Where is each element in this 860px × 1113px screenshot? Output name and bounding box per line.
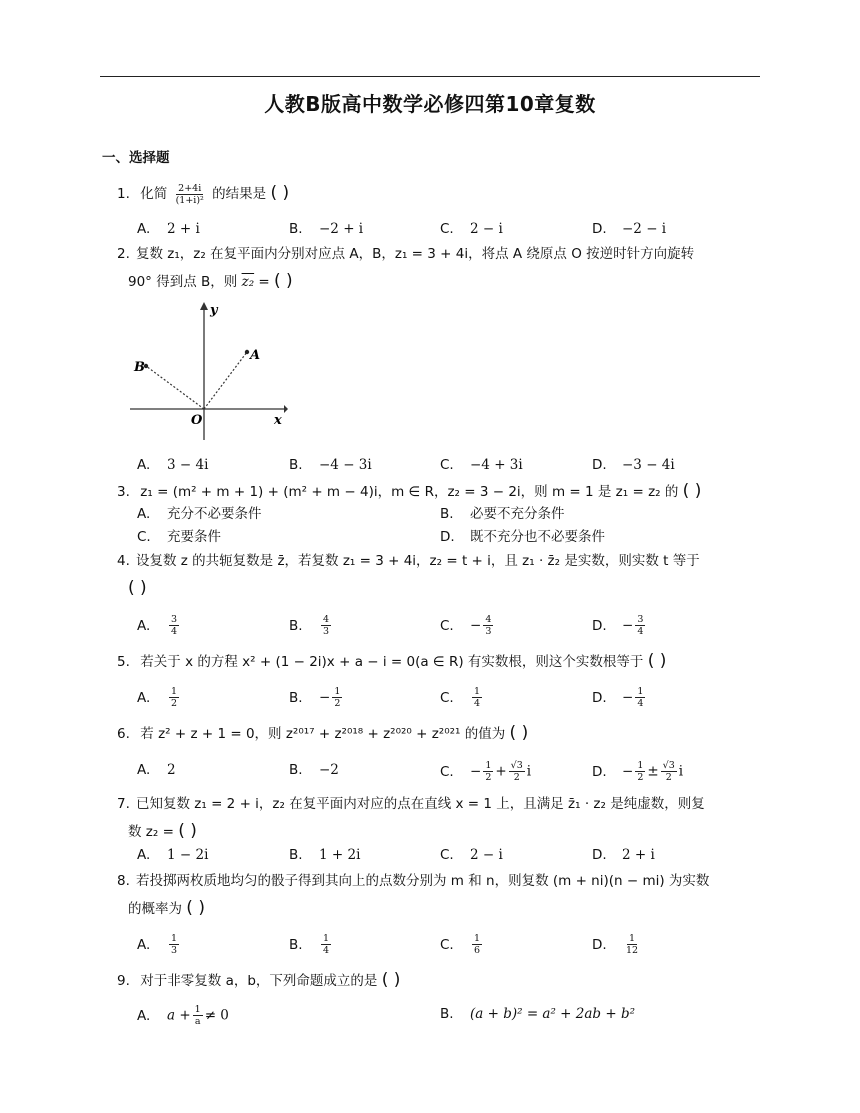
fraction — [169, 686, 179, 709]
question-number: 8. — [117, 873, 130, 889]
point-a — [245, 350, 249, 354]
fraction — [483, 614, 493, 637]
denominator: 2 — [513, 772, 520, 783]
x-label: x — [274, 413, 282, 428]
option-letter: D. — [592, 689, 607, 706]
question-text: 对于非零复数 a，b，下列命题成立的是 — [140, 973, 378, 989]
option-b — [289, 219, 363, 239]
option-a — [137, 219, 200, 239]
option-b — [289, 686, 344, 709]
imaginary-unit: i — [526, 763, 532, 780]
denominator: (1+i)² — [175, 194, 204, 206]
question-number: 5. — [117, 654, 130, 670]
numerator: 2+4i — [178, 182, 202, 194]
option-d — [592, 614, 647, 637]
option-d — [592, 845, 655, 865]
option-a — [137, 455, 208, 475]
question-number: 6. — [117, 726, 130, 742]
option-text: (a + b)² = a² + 2ab + b² — [470, 1006, 636, 1022]
numerator: 1 — [323, 933, 330, 944]
point-a-label: A — [250, 348, 261, 363]
denominator: 3 — [485, 626, 492, 637]
denominator: 4 — [171, 626, 178, 637]
minus-sign: − — [470, 617, 482, 634]
minus-sign: − — [622, 689, 634, 706]
numerator: 1 — [485, 760, 492, 771]
question-8 — [117, 867, 765, 895]
question-7 — [117, 790, 765, 818]
option-letter: C. — [137, 529, 151, 545]
option-letter: D. — [440, 529, 455, 545]
equals-sign: = — [258, 274, 270, 290]
question-2 — [117, 240, 765, 268]
question-4-line-2 — [128, 574, 776, 603]
numerator: 4 — [323, 614, 330, 625]
option-text: 2 − i — [470, 847, 503, 863]
denominator: 2 — [665, 772, 672, 783]
conjugate-z2: z₂ — [241, 274, 255, 290]
question-number: 4. — [117, 553, 130, 569]
option-letter: C. — [440, 763, 454, 780]
numerator: 1 — [171, 686, 178, 697]
question-1 — [117, 179, 765, 208]
minus-sign: − — [622, 763, 634, 780]
option-c — [440, 760, 531, 783]
option-a — [137, 845, 208, 865]
question-2-line-2 — [128, 267, 776, 296]
question-6 — [117, 719, 765, 748]
fraction — [174, 183, 206, 206]
option-c — [440, 933, 484, 956]
fraction — [193, 1004, 203, 1027]
denominator: 2 — [334, 698, 341, 709]
option-letter: C. — [440, 617, 454, 634]
numerator: 1 — [334, 686, 341, 697]
option-letter: B. — [289, 221, 303, 237]
answer-blank: ( ) — [509, 723, 529, 743]
expression-part: ≠ 0 — [204, 1007, 229, 1024]
fraction — [321, 933, 331, 956]
answer-blank: ( ) — [647, 651, 667, 671]
option-letter: A. — [137, 689, 151, 706]
question-text: 若关于 x 的方程 x² + (1 − 2i)x + a − i = 0(a ∈ R) 有实数根，则这个实数根等于 — [140, 654, 644, 670]
answer-blank: ( ) — [186, 898, 205, 918]
plus-sign: + — [495, 763, 507, 780]
option-b — [289, 614, 333, 637]
question-text: 的结果是 — [212, 186, 267, 202]
question-number: 7. — [117, 796, 130, 812]
fraction — [661, 760, 677, 783]
option-text: 3 − 4i — [167, 457, 209, 473]
numerator: √3 — [510, 760, 523, 771]
option-letter: A. — [137, 1007, 151, 1024]
option-text: 2 — [167, 762, 176, 778]
option-a — [137, 504, 262, 524]
minus-sign: − — [622, 617, 634, 634]
numerator: 1 — [629, 933, 636, 944]
fraction — [635, 686, 645, 709]
option-letter: D. — [592, 617, 607, 634]
minus-sign: − — [470, 763, 482, 780]
option-text: 2 − i — [470, 221, 503, 237]
imaginary-unit: i — [678, 763, 684, 780]
option-letter: C. — [440, 847, 454, 863]
numerator: 1 — [474, 933, 481, 944]
option-c — [440, 455, 523, 475]
numerator: 1 — [637, 686, 644, 697]
option-letter: B. — [289, 762, 303, 778]
section-heading: 一、选择题 — [102, 150, 170, 166]
fraction — [635, 614, 645, 637]
question-text: 已知复数 z₁ = 2 + i，z₂ 在复平面内对应的点在直线 x = 1 上，且满足 z̄₁ · z₂ 是纯虚数，则复 — [136, 796, 705, 812]
option-letter: D. — [592, 457, 607, 473]
option-letter: C. — [440, 936, 454, 953]
option-text: −3 − 4i — [622, 457, 675, 473]
option-letter: D. — [592, 936, 607, 953]
option-d — [440, 527, 605, 547]
option-text: 2 + i — [622, 847, 655, 863]
denominator: 2 — [637, 772, 644, 783]
option-letter: A. — [137, 457, 151, 473]
question-5 — [117, 647, 765, 676]
y-axis-arrow — [200, 302, 208, 310]
option-letter: B. — [440, 506, 454, 522]
numerator: 3 — [637, 614, 644, 625]
numerator: 1 — [194, 1004, 201, 1015]
denominator: a — [194, 1016, 201, 1027]
fraction — [321, 614, 331, 637]
question-number: 2. — [117, 246, 130, 262]
option-text: −2 − i — [622, 221, 667, 237]
option-letter: B. — [289, 457, 303, 473]
option-text: 充要条件 — [167, 529, 221, 545]
option-c — [440, 614, 495, 637]
question-number: 9. — [117, 973, 130, 989]
fraction — [483, 760, 493, 783]
answer-blank: ( ) — [682, 481, 702, 501]
numerator: 3 — [171, 614, 178, 625]
option-d — [592, 686, 647, 709]
option-c — [440, 219, 503, 239]
fraction — [472, 933, 482, 956]
denominator: 6 — [474, 945, 481, 956]
question-text: 的概率为 — [128, 901, 182, 917]
answer-blank: ( ) — [274, 271, 293, 291]
answer-blank: ( ) — [178, 821, 197, 841]
option-letter: B. — [289, 847, 303, 863]
option-text: 1 − 2i — [167, 847, 209, 863]
question-text: 90° 得到点 B，则 — [128, 274, 238, 290]
numerator: 1 — [637, 760, 644, 771]
option-d — [592, 760, 683, 783]
expression-part: a + — [167, 1007, 191, 1024]
option-b — [440, 504, 565, 524]
denominator: 4 — [637, 626, 644, 637]
segment-oa — [204, 352, 247, 409]
option-letter: A. — [137, 506, 151, 522]
option-letter: D. — [592, 221, 607, 237]
fraction — [169, 933, 179, 956]
question-text: z₁ = (m² + m + 1) + (m² + m − 4)i，m ∈ R，z₂ = 3 − 2i，则 m = 1 是 z₁ = z₂ 的 — [140, 484, 679, 500]
plus-minus-sign: ± — [647, 763, 659, 780]
numerator: √3 — [662, 760, 675, 771]
page-title: 人教B版高中数学必修四第10章复数 — [264, 92, 596, 116]
denominator: 2 — [485, 772, 492, 783]
denominator: 4 — [323, 945, 330, 956]
option-letter: B. — [289, 617, 303, 634]
x-axis-arrow — [284, 405, 288, 413]
option-a — [137, 614, 181, 637]
option-text: 必要不充分条件 — [470, 506, 565, 522]
question-4 — [117, 547, 765, 575]
answer-blank: ( ) — [381, 970, 401, 990]
origin-label: O — [191, 413, 203, 428]
option-letter: B. — [289, 936, 303, 953]
option-b — [289, 455, 372, 475]
question-text: 化简 — [140, 186, 168, 202]
denominator: 4 — [637, 698, 644, 709]
denominator: 3 — [171, 945, 178, 956]
option-d — [592, 933, 642, 956]
option-a — [137, 933, 181, 956]
option-letter: C. — [440, 689, 454, 706]
option-c — [440, 845, 503, 865]
option-text: 充分不必要条件 — [167, 506, 262, 522]
option-letter: D. — [592, 847, 607, 863]
option-c — [137, 527, 221, 547]
option-letter: A. — [137, 762, 151, 778]
question-text: 复数 z₁，z₂ 在复平面内分别对应点 A，B，z₁ = 3 + 4i，将点 A 绕原点 O 按逆时针方向旋转 — [136, 246, 695, 262]
option-b — [289, 845, 360, 865]
fraction — [509, 760, 525, 783]
answer-blank: ( ) — [128, 578, 147, 598]
top-rule — [100, 76, 760, 77]
option-a — [137, 1004, 229, 1027]
option-letter: D. — [592, 763, 607, 780]
question-8-line-2 — [128, 894, 776, 923]
option-text: 既不充分也不必要条件 — [470, 529, 605, 545]
y-label: y — [210, 303, 218, 318]
question-7-line-2 — [128, 817, 776, 846]
numerator: 4 — [485, 614, 492, 625]
option-text: −2 — [319, 762, 339, 778]
question-9 — [117, 966, 765, 995]
question-number: 3. — [117, 484, 130, 500]
option-letter: B. — [440, 1006, 454, 1022]
option-d — [592, 455, 675, 475]
option-a — [137, 686, 181, 709]
fraction — [169, 614, 179, 637]
option-text: 1 + 2i — [319, 847, 361, 863]
numerator: 1 — [474, 686, 481, 697]
question-text: 若投掷两枚质地均匀的骰子得到其向上的点数分别为 m 和 n，则复数 (m + ni)(n − mi) 为实数 — [136, 873, 710, 889]
question-number: 1. — [117, 186, 130, 202]
question-text: 数 z₂ = — [128, 824, 174, 840]
minus-sign: − — [319, 689, 331, 706]
denominator: 12 — [626, 945, 639, 956]
option-text: −4 + 3i — [470, 457, 523, 473]
question-text: 设复数 z 的共轭复数是 z̄，若复数 z₁ = 3 + 4i，z₂ = t + i，且 z₁ · z̄₂ 是实数，则实数 t 等于 — [136, 553, 700, 569]
question-text: 若 z² + z + 1 = 0，则 z²⁰¹⁷ + z²⁰¹⁸ + z²⁰²⁰ + z²⁰²¹ 的值为 — [140, 726, 506, 742]
option-letter: B. — [289, 689, 303, 706]
numerator: 1 — [171, 933, 178, 944]
option-b — [440, 1004, 635, 1024]
option-letter: C. — [440, 457, 454, 473]
fraction — [635, 760, 645, 783]
option-a — [137, 760, 176, 780]
answer-blank: ( ) — [270, 183, 290, 203]
point-b-label: B — [134, 360, 145, 375]
rotation-diagram — [128, 298, 288, 446]
option-b — [289, 933, 333, 956]
option-letter: A. — [137, 847, 151, 863]
question-3 — [117, 477, 765, 506]
option-text: −2 + i — [319, 221, 364, 237]
fraction — [332, 686, 342, 709]
fraction — [472, 686, 482, 709]
option-letter: A. — [137, 936, 151, 953]
option-text: 2 + i — [167, 221, 200, 237]
option-letter: A. — [137, 617, 151, 634]
denominator: 2 — [171, 698, 178, 709]
option-c — [440, 686, 484, 709]
option-b — [289, 760, 339, 780]
option-letter: C. — [440, 221, 454, 237]
segment-ob — [146, 366, 204, 409]
option-text: −4 − 3i — [319, 457, 372, 473]
fraction — [624, 933, 640, 956]
denominator: 3 — [323, 626, 330, 637]
option-letter: A. — [137, 221, 151, 237]
denominator: 4 — [474, 698, 481, 709]
option-d — [592, 219, 666, 239]
